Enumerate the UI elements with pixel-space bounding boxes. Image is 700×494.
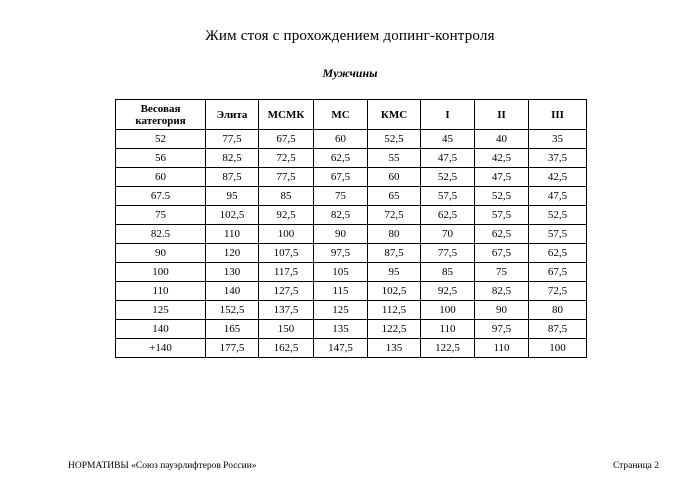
norm-value-cell: 42,5 — [529, 168, 587, 187]
norm-value-cell: 92,5 — [259, 206, 314, 225]
norm-value-cell: 90 — [314, 225, 368, 244]
norm-value-cell: 97,5 — [475, 320, 529, 339]
norm-value-cell: 62,5 — [529, 244, 587, 263]
header-kms: КМС — [368, 100, 421, 130]
norm-value-cell: 52,5 — [529, 206, 587, 225]
norm-value-cell: 57,5 — [421, 187, 475, 206]
norm-value-cell: 52,5 — [475, 187, 529, 206]
weight-category-cell: +140 — [116, 339, 206, 358]
norm-value-cell: 100 — [259, 225, 314, 244]
norm-value-cell: 112,5 — [368, 301, 421, 320]
norm-value-cell: 140 — [206, 282, 259, 301]
weight-category-cell: 60 — [116, 168, 206, 187]
norm-value-cell: 77,5 — [259, 168, 314, 187]
table-row — [116, 168, 587, 187]
norm-value-cell: 77,5 — [421, 244, 475, 263]
weight-category-cell: 90 — [116, 244, 206, 263]
norm-value-cell: 67,5 — [475, 244, 529, 263]
norm-value-cell: 57,5 — [475, 206, 529, 225]
weight-category-cell: 75 — [116, 206, 206, 225]
norm-value-cell: 60 — [314, 130, 368, 149]
norm-value-cell: 90 — [475, 301, 529, 320]
norm-value-cell: 52,5 — [368, 130, 421, 149]
document-subtitle: Мужчины — [322, 66, 378, 80]
norm-value-cell: 125 — [314, 301, 368, 320]
norm-value-cell: 87,5 — [206, 168, 259, 187]
footer-page-number: Страница 2 — [612, 461, 659, 471]
norm-value-cell: 110 — [421, 320, 475, 339]
norm-value-cell: 67,5 — [529, 263, 587, 282]
norm-value-cell: 37,5 — [529, 149, 587, 168]
norm-value-cell: 95 — [206, 187, 259, 206]
norm-value-cell: 65 — [368, 187, 421, 206]
norm-value-cell: 85 — [421, 263, 475, 282]
norm-value-cell: 72,5 — [368, 206, 421, 225]
weight-category-cell: 110 — [116, 282, 206, 301]
norm-value-cell: 67,5 — [314, 168, 368, 187]
norm-value-cell: 147,5 — [314, 339, 368, 358]
header-rank-3: III — [529, 100, 587, 130]
norm-value-cell: 57,5 — [529, 225, 587, 244]
norm-value-cell: 55 — [368, 149, 421, 168]
norm-value-cell: 87,5 — [368, 244, 421, 263]
norm-value-cell: 102,5 — [368, 282, 421, 301]
norm-value-cell: 40 — [475, 130, 529, 149]
norm-value-cell: 105 — [314, 263, 368, 282]
weight-category-cell: 82.5 — [116, 225, 206, 244]
norm-value-cell: 120 — [206, 244, 259, 263]
norm-value-cell: 122,5 — [368, 320, 421, 339]
table-row — [116, 206, 587, 225]
norm-value-cell: 117,5 — [259, 263, 314, 282]
weight-category-cell: 140 — [116, 320, 206, 339]
header-msmk: МСМК — [259, 100, 314, 130]
header-weight-category: Весовая категория — [116, 100, 206, 130]
weight-category-cell: 56 — [116, 149, 206, 168]
norm-value-cell: 95 — [368, 263, 421, 282]
document-title: Жим стоя с прохождением допинг-контроля — [205, 28, 495, 44]
norm-value-cell: 137,5 — [259, 301, 314, 320]
norm-value-cell: 47,5 — [421, 149, 475, 168]
norm-value-cell: 80 — [529, 301, 587, 320]
norm-value-cell: 97,5 — [314, 244, 368, 263]
weight-category-cell: 100 — [116, 263, 206, 282]
table-row — [116, 301, 587, 320]
norm-value-cell: 82,5 — [475, 282, 529, 301]
norm-value-cell: 52,5 — [421, 168, 475, 187]
norms-table — [115, 99, 587, 358]
norm-value-cell: 62,5 — [421, 206, 475, 225]
norm-value-cell: 62,5 — [314, 149, 368, 168]
norm-value-cell: 122,5 — [421, 339, 475, 358]
table-row — [116, 130, 587, 149]
norm-value-cell: 100 — [529, 339, 587, 358]
norm-value-cell: 82,5 — [314, 206, 368, 225]
norm-value-cell: 110 — [475, 339, 529, 358]
table-row — [116, 187, 587, 206]
norm-value-cell: 47,5 — [475, 168, 529, 187]
header-ms: МС — [314, 100, 368, 130]
norm-value-cell: 102,5 — [206, 206, 259, 225]
norm-value-cell: 130 — [206, 263, 259, 282]
norm-value-cell: 77,5 — [206, 130, 259, 149]
norm-value-cell: 72,5 — [529, 282, 587, 301]
norm-value-cell: 62,5 — [475, 225, 529, 244]
table-row — [116, 339, 587, 358]
norm-value-cell: 135 — [314, 320, 368, 339]
norm-value-cell: 45 — [421, 130, 475, 149]
norm-value-cell: 75 — [314, 187, 368, 206]
table-row — [116, 149, 587, 168]
norm-value-cell: 92,5 — [421, 282, 475, 301]
weight-category-cell: 52 — [116, 130, 206, 149]
table-body — [116, 130, 587, 358]
norm-value-cell: 47,5 — [529, 187, 587, 206]
header-rank-1: I — [421, 100, 475, 130]
footer-organization: НОРМАТИВЫ «Союз пауэрлифтеров России» — [68, 461, 257, 471]
table-header-row — [116, 100, 587, 130]
norm-value-cell: 162,5 — [259, 339, 314, 358]
norm-value-cell: 85 — [259, 187, 314, 206]
table-row — [116, 263, 587, 282]
norm-value-cell: 100 — [421, 301, 475, 320]
norm-value-cell: 152,5 — [206, 301, 259, 320]
norm-value-cell: 165 — [206, 320, 259, 339]
norm-value-cell: 150 — [259, 320, 314, 339]
norm-value-cell: 177,5 — [206, 339, 259, 358]
norm-value-cell: 75 — [475, 263, 529, 282]
table-row — [116, 244, 587, 263]
norm-value-cell: 82,5 — [206, 149, 259, 168]
norm-value-cell: 72,5 — [259, 149, 314, 168]
norm-value-cell: 107,5 — [259, 244, 314, 263]
table-row — [116, 282, 587, 301]
norm-value-cell: 70 — [421, 225, 475, 244]
norm-value-cell: 135 — [368, 339, 421, 358]
header-rank-2: II — [475, 100, 529, 130]
norm-value-cell: 60 — [368, 168, 421, 187]
norm-value-cell: 42,5 — [475, 149, 529, 168]
table-row — [116, 225, 587, 244]
norm-value-cell: 67,5 — [259, 130, 314, 149]
weight-category-cell: 125 — [116, 301, 206, 320]
norm-value-cell: 110 — [206, 225, 259, 244]
norm-value-cell: 115 — [314, 282, 368, 301]
table-row — [116, 320, 587, 339]
norm-value-cell: 127,5 — [259, 282, 314, 301]
norm-value-cell: 35 — [529, 130, 587, 149]
weight-category-cell: 67.5 — [116, 187, 206, 206]
header-elite: Элита — [206, 100, 259, 130]
norm-value-cell: 87,5 — [529, 320, 587, 339]
norm-value-cell: 80 — [368, 225, 421, 244]
